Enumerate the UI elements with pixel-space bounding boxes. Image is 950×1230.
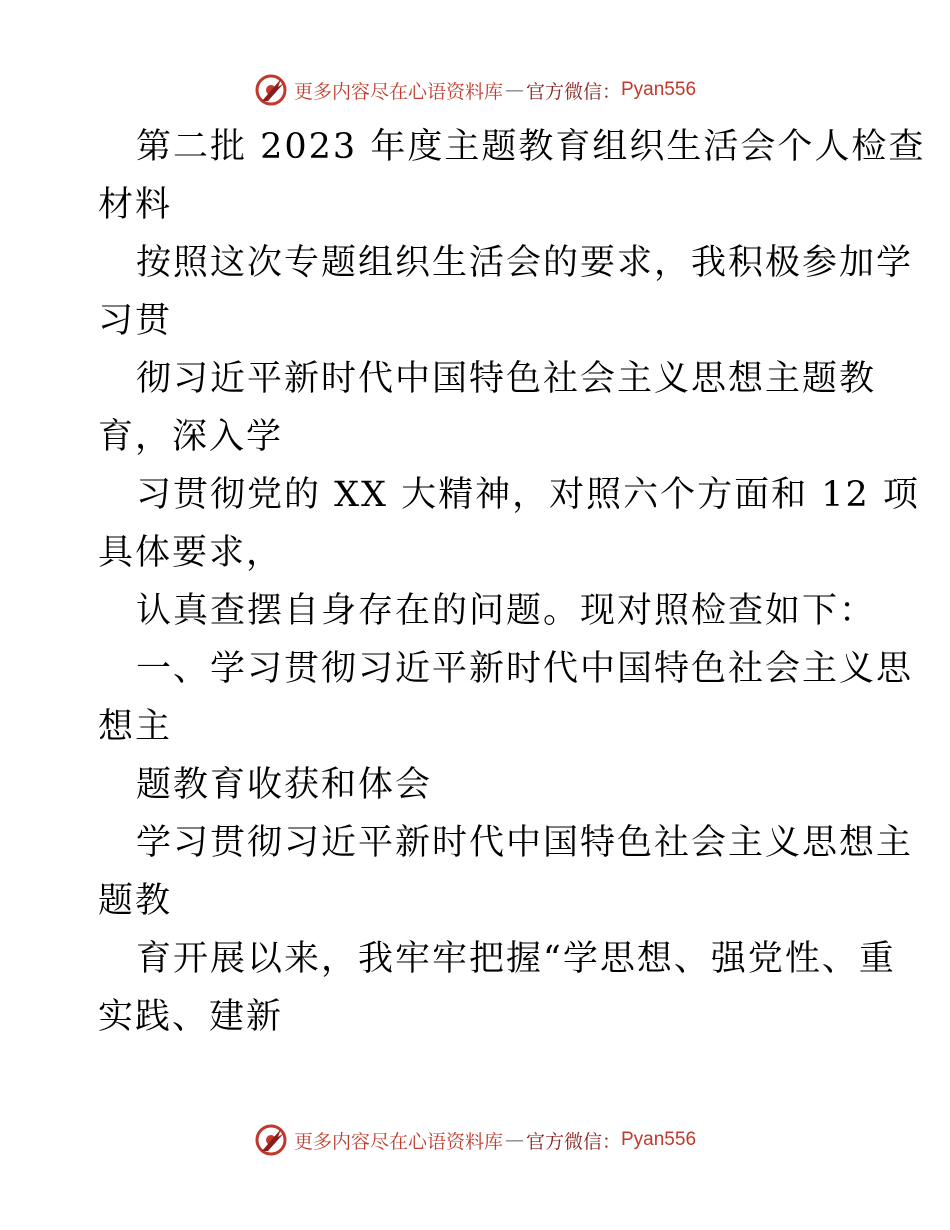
text-line: 按照这次专题组织生活会的要求，我积极参加学	[136, 243, 914, 283]
text-line: 第二批 2023 年度主题教育组织生活会个人检查	[136, 127, 926, 167]
quill-logo-icon	[254, 73, 288, 107]
header-watermark	[0, 70, 950, 110]
quill-logo-icon	[254, 1123, 288, 1157]
footer-watermark	[0, 1120, 950, 1160]
text-line: 题教育收获和体会	[136, 765, 433, 805]
text-line: 彻习近平新时代中国特色社会主义思想主题教	[136, 359, 877, 399]
text-line: 习贯彻党的 XX 大精神，对照六个方面和 12 项	[136, 475, 920, 515]
text-line: 学习贯彻习近平新时代中国特色社会主义思想主	[136, 823, 914, 863]
text-line: 具体要求，	[98, 533, 284, 573]
watermark-label: 官方微信：	[525, 80, 621, 103]
text-line: 习贯	[98, 301, 173, 341]
watermark-id: Pyan556	[621, 79, 697, 100]
text-line: 想主	[98, 707, 173, 747]
watermark-label: 官方微信：	[525, 1130, 621, 1153]
text-line: 题教	[98, 881, 173, 921]
watermark-dash: —	[504, 1129, 524, 1151]
text-line: 材料	[98, 185, 173, 225]
text-line: 育，深入学	[98, 417, 284, 457]
watermark-text: 更多内容尽在心语资料库	[293, 1130, 503, 1153]
text-line: 认真查摆自身存在的问题。现对照检查如下：	[136, 591, 877, 631]
document-body	[98, 118, 926, 1046]
text-line: 实践、建新	[98, 997, 284, 1037]
watermark-text: 更多内容尽在心语资料库	[293, 80, 503, 103]
text-line: 一、学习贯彻习近平新时代中国特色社会主义思	[136, 649, 914, 689]
watermark-dash: —	[504, 79, 524, 101]
text-line: 育开展以来，我牢牢把握“学思想、强党性、重	[136, 939, 896, 979]
watermark-id: Pyan556	[621, 1129, 697, 1150]
